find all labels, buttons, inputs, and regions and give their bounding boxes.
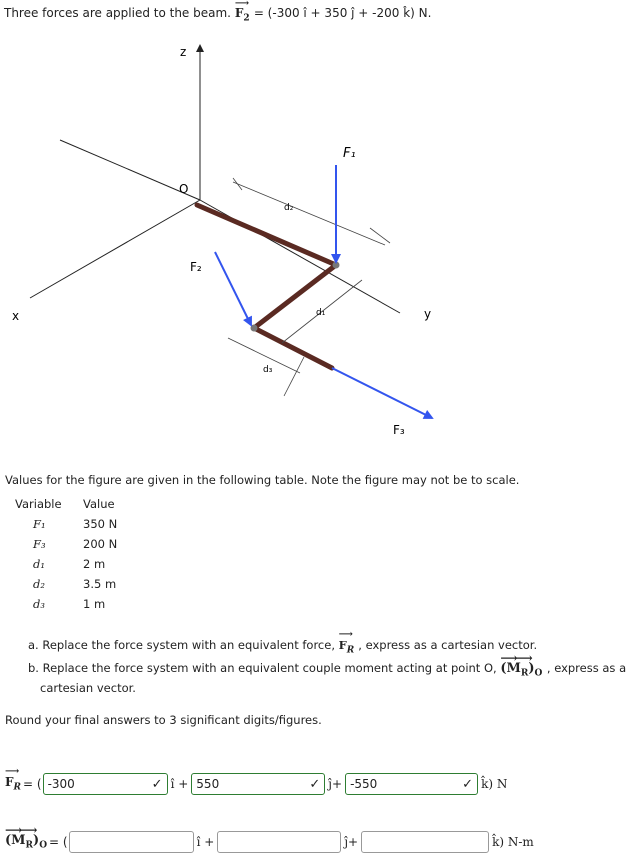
d3-tick [284, 357, 304, 396]
round-note: Round your final answers to 3 significant digits/figures. [5, 713, 322, 727]
j-unit: ĵ+ [344, 835, 359, 849]
question-a [28, 629, 538, 656]
beam-figure [0, 30, 627, 460]
values-table [15, 494, 143, 614]
fr-j-value: 550 [196, 777, 220, 791]
table-row [15, 554, 143, 574]
vector-arrow-icon: ⟶ [338, 629, 353, 640]
mro-sub2: O [534, 668, 543, 679]
fr-equals: = ( [23, 777, 42, 791]
value-cell: 1 m [83, 597, 106, 611]
fr-i-value: -300 [47, 777, 75, 791]
statement-text: Three forces are applied to the beam. [4, 6, 231, 20]
var-cell: F₃ [33, 537, 46, 551]
x-axis [30, 200, 200, 298]
value-cell: 350 N [83, 517, 118, 531]
value-cell: 2 m [83, 557, 106, 571]
mro-answer-sub1: R [25, 840, 34, 851]
question-b-tail: , express as a [546, 661, 627, 675]
value-cell: 3.5 m [83, 577, 117, 591]
table-row [15, 574, 143, 594]
fr-sub: R [346, 645, 355, 656]
i-unit: î + [196, 835, 215, 849]
question-b-text: b. Replace the force system with an equivalent couple moment acting at point O, [28, 661, 497, 675]
problem-statement [4, 0, 432, 24]
y-label: y [424, 307, 432, 321]
fr-k-input[interactable] [345, 773, 478, 795]
var-cell: d₁ [33, 557, 45, 571]
checkmark-icon: ✓ [309, 776, 321, 792]
mro-letter: (M [500, 661, 521, 676]
f2-label: F₂ [190, 260, 202, 274]
fr-answer-row [5, 766, 510, 795]
question-b [28, 651, 627, 679]
f2-symbol: F [234, 6, 244, 20]
f3-arrow [332, 368, 432, 418]
d2-dimension-line [233, 182, 385, 245]
mro-equals: = ( [49, 835, 68, 849]
f2-subscript: 2 [243, 13, 250, 24]
fr-letter: F [338, 638, 347, 652]
mro-k-input[interactable] [361, 831, 489, 853]
d3-label: d₃ [263, 365, 273, 375]
mro-answer-symbol [5, 823, 48, 851]
f2-expression: = (-300 î + 350 ĵ + -200 k̂) N. [253, 6, 432, 20]
checkmark-icon: ✓ [151, 776, 163, 792]
joint-a [333, 262, 340, 269]
d2-tick-left [233, 178, 242, 190]
f2-arrow [215, 252, 251, 325]
mro-close: ) [528, 661, 535, 676]
fr-j-input[interactable] [191, 773, 325, 795]
fr-answer-sub: R [13, 782, 22, 793]
fr-i-input[interactable] [43, 773, 168, 795]
question-a-tail: , express as a cartesian vector. [358, 638, 538, 652]
header-variable: Variable [15, 497, 62, 511]
f3-label: F₃ [393, 423, 405, 437]
checkmark-icon: ✓ [462, 776, 474, 792]
vector-arrow-icon: ⟶⟶ [500, 651, 531, 665]
k-unit: k̂) N [481, 777, 508, 791]
table-row [15, 594, 143, 614]
mro-answer-sub2: O [39, 840, 48, 851]
question-b-line2: cartesian vector. [40, 681, 136, 695]
d2-tick-right [370, 228, 390, 243]
var-cell: d₃ [33, 597, 45, 611]
mro-j-input[interactable] [217, 831, 341, 853]
f2-vector-symbol [234, 0, 254, 24]
table-row [15, 514, 143, 534]
d2-label: d₂ [284, 203, 294, 213]
mro-sub1: R [520, 668, 529, 679]
fr-symbol [338, 629, 359, 656]
mro-symbol [500, 651, 547, 679]
value-cell: 200 N [83, 537, 118, 551]
mro-i-input[interactable] [69, 831, 194, 853]
fr-k-value: -550 [350, 777, 378, 791]
mro-answer-row [5, 823, 537, 853]
origin-label: O [179, 182, 189, 196]
table-row [15, 534, 143, 554]
vector-arrow-icon: ⟶ [5, 766, 20, 778]
fr-answer-letter: F [5, 775, 14, 790]
mro-answer-letter: (M [5, 833, 26, 849]
vector-arrow-icon: ⟶ [234, 0, 250, 9]
mro-answer-close: ) [33, 833, 40, 849]
i-unit: î + [170, 777, 189, 791]
question-a-text: a. Replace the force system with an equivalent force, [28, 638, 335, 652]
var-cell: d₂ [33, 577, 45, 591]
vector-arrow-icon: ⟶⟶ [5, 823, 36, 838]
fr-answer-symbol [5, 766, 22, 793]
d1-label: d₁ [316, 308, 326, 318]
joint-b [251, 325, 258, 332]
k-unit: k̂) N-m [492, 835, 534, 849]
x-label: x [12, 309, 20, 323]
j-unit: ĵ+ [328, 777, 343, 791]
table-note: Values for the figure are given in the following table. Note the figure may not be to scale. [5, 473, 520, 487]
var-cell: F₁ [33, 517, 46, 531]
beam-segment-d1 [254, 265, 336, 328]
table-header [15, 494, 143, 514]
z-label: z [180, 45, 187, 59]
f1-label: F₁ [343, 146, 356, 161]
header-value: Value [83, 497, 115, 511]
